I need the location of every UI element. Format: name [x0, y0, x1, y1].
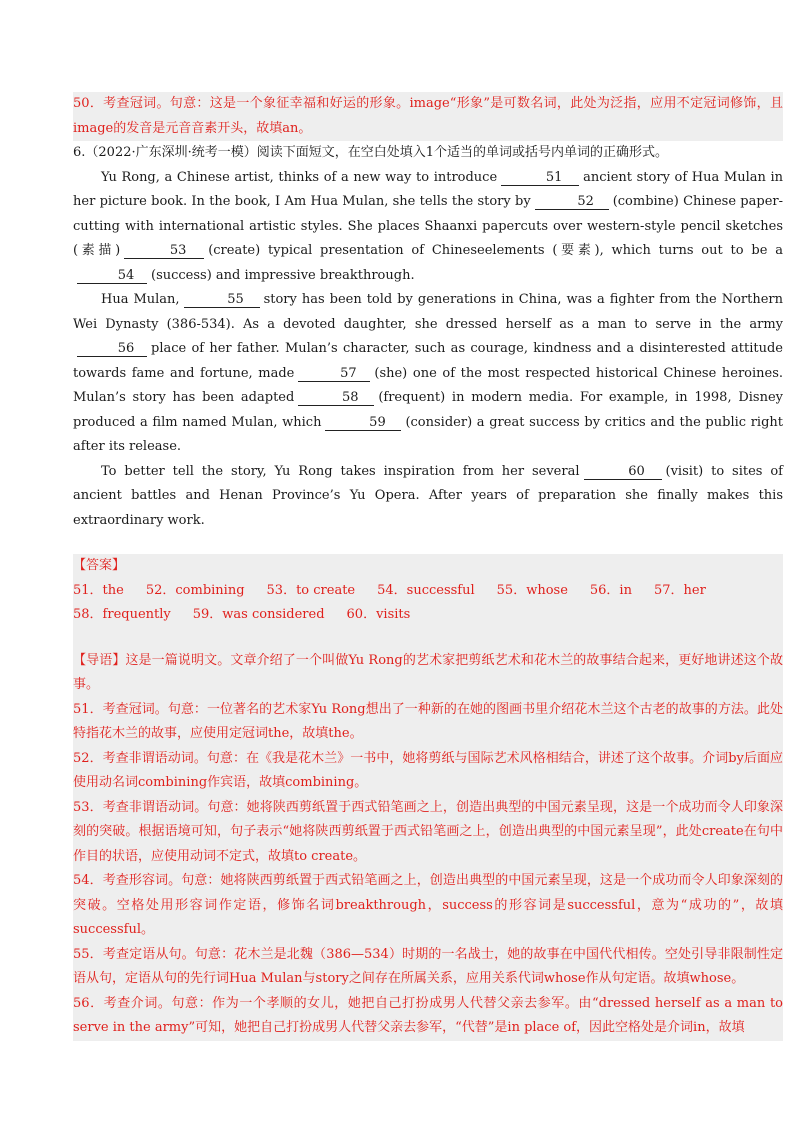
passage-paragraph-1: Yu Rong, a Chinese artist, thinks of a new way to introduce 51 ancient story of Hua Mulan in her picture book. In the book, I Am Hua Mulan, she tells the story by 52 (combine) Chinese paper-cutting with international artistic styles. She places Shaanxi papercuts over western-style pencil sketches (素描) 53 (create) typical presentation of Chineseelements (要素), which turns out to be a54 (success) and impressive breakthrough. — [73, 169, 783, 283]
answer-heading: 【答案】 — [73, 558, 126, 573]
blank-54[interactable]: 54 — [77, 268, 147, 284]
answer-item: 59．was considered — [192, 607, 325, 622]
answer-item: 60．visits — [346, 607, 411, 622]
explanation-56: 56．考查介词。句意：作为一个孝顺的女儿，她把自己打扮成男人代替父亲去参军。由“dressed herself as a man to serve in the army”可知，她把自己打扮成男人代替父亲去参军，“代替”是in place of，因此空格处是介词in，故填 — [73, 995, 783, 1035]
explanation-55: 55．考查定语从句。句意：花木兰是北魏（386—534）时期的一名战士，她的故事在中国代代相传。空处引导非限制性定语从句，定语从句的先行词Hua Mulan与story之间存在所属关系，应用关系代词whose作从句定语。故填whose。 — [73, 946, 783, 986]
explanation-51: 51．考查冠词。句意：一位著名的艺术家Yu Rong想出了一种新的在她的图画书里介绍花木兰这个古老的故事的方法。此处特指花木兰的故事，应使用定冠词the，故填the。 — [73, 701, 783, 741]
answer-item: 55．whose — [496, 582, 568, 598]
document-page — [73, 92, 783, 1041]
answer-item: 57．her — [653, 582, 706, 598]
blank-52[interactable]: 52 — [535, 194, 609, 210]
passage-paragraph-2: Hua Mulan, 55 story has been told by generations in China, was a fighter from the Northern Wei Dynasty (386-534). As a devoted daughter, she dressed herself as a man to serve in the army56 place of her father. Mulan’s character, such as courage, kindness and a disinterested attitude towards fame and fortune, made 57 (she) one of the most respected historical Chinese heroines. Mulan’s story has been adapted 58 (frequent) in modern media. For example, in 1998, Disney produced a film named Mulan, which 59 (consider) a great success by critics and the public right after its release. — [73, 292, 784, 454]
explanation-50: 50．考查冠词。句意：这是一个象征幸福和好运的形象。image“形象”是可数名词，此处为泛指，应用不定冠词修饰，且image的发音是元音音素开头，故填an。 — [73, 92, 783, 141]
blank-53[interactable]: 53 — [124, 243, 204, 259]
blank-51[interactable]: 51 — [501, 170, 579, 186]
blank-57[interactable]: 57 — [298, 366, 370, 382]
blank-58[interactable]: 58 — [298, 390, 374, 406]
answer-item: 53．to create — [266, 582, 356, 598]
explanation-53: 53．考查非谓语动词。句意：她将陕西剪纸置于西式铅笔画之上，创造出典型的中国元素呈现，这是一个成功而令人印象深刻的突破。根据语境可知，句子表示“她将陕西剪纸置于西式铅笔画之上，创造出典型的中国元素呈现”，此处create在句中作目的状语，应使用动词不定式，故填to create。 — [73, 799, 783, 864]
explanation-intro: 【导语】这是一篇说明文。文章介绍了一个叫做Yu Rong的艺术家把剪纸艺术和花木兰的故事结合起来，更好地讲述这个故事。 — [73, 652, 783, 692]
answer-item: 58．frequently — [73, 607, 171, 622]
explanation-52: 52．考查非谓语动词。句意：在《我是花木兰》一书中，她将剪纸与国际艺术风格相结合，讲述了这个故事。介词by后面应使用动名词combining作宾语，故填combining。 — [73, 750, 783, 790]
blank-55[interactable]: 55 — [184, 292, 260, 308]
passage-paragraph-3: To better tell the story, Yu Rong takes inspiration from her several 60 (visit) to sites of ancient battles and Henan Province’s Yu Opera. After years of preparation she finally makes this extraordinary work. — [73, 463, 783, 528]
blank-56[interactable]: 56 — [77, 341, 147, 357]
question-header: 6.（2022·广东深圳·统考一模）阅读下面短文，在空白处填入1个适当的单词或括号内单词的正确形式。 — [73, 145, 669, 160]
answer-item: 52．combining — [145, 582, 245, 598]
blank-60[interactable]: 60 — [584, 464, 662, 480]
blank-59[interactable]: 59 — [325, 415, 401, 431]
answer-list — [73, 579, 783, 628]
explanation-54: 54．考查形容词。句意：她将陕西剪纸置于西式铅笔画之上，创造出典型的中国元素呈现，这是一个成功而令人印象深刻的突破。空格处用形容词作定语，修饰名词breakthrough，success的形容词是successful，意为“成功的”，故填successful。 — [73, 873, 783, 937]
answer-item: 56．in — [589, 582, 632, 598]
answer-item: 51．the — [73, 582, 124, 598]
answer-item: 54．successful — [377, 582, 475, 598]
answer-section — [73, 554, 783, 1041]
